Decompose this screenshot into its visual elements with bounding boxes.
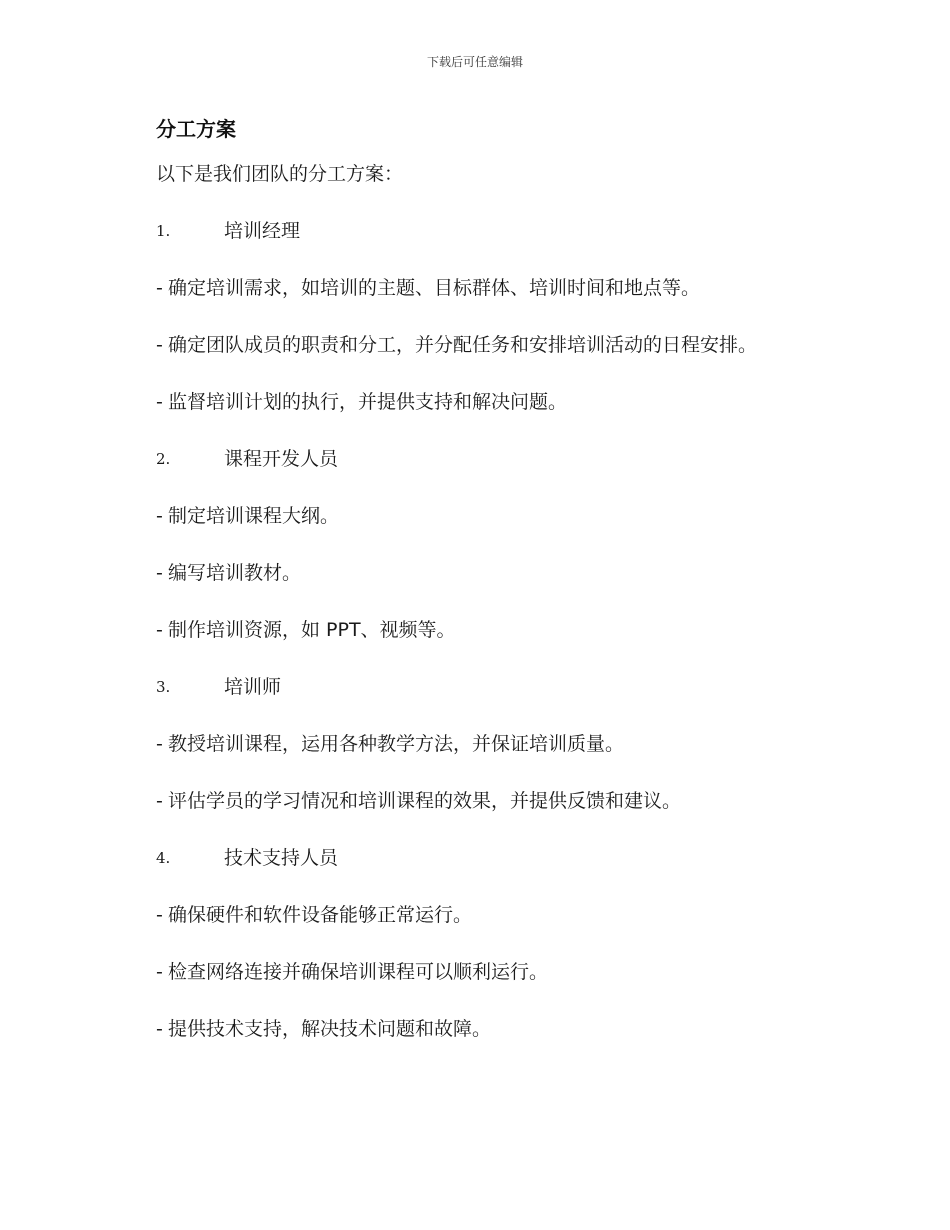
list-item-text: 教授培训课程，运用各种教学方法，并保证培训质量。 (168, 733, 625, 755)
dash-marker: - (156, 505, 163, 527)
page-header: 下载后可任意编辑 (426, 55, 523, 69)
list-item (113, 545, 813, 602)
list-item (113, 944, 813, 1001)
list-item (113, 317, 813, 374)
section-number: 4. (156, 849, 171, 867)
dash-marker: - (156, 619, 163, 641)
section-heading (113, 431, 813, 488)
list-item-text: 检查网络连接并确保培训课程可以顺利运行。 (168, 961, 549, 983)
list-item-text: 编写培训教材。 (168, 562, 302, 584)
intro-paragraph: 以下是我们团队的分工方案： (156, 163, 404, 185)
list-item-text: 提供技术支持，解决技术问题和故障。 (168, 1018, 492, 1040)
list-item-text: 评估学员的学习情况和培训课程的效果，并提供反馈和建议。 (168, 790, 682, 812)
section-title: 课程开发人员 (224, 448, 339, 470)
section-number: 2. (156, 450, 171, 468)
section-number: 3. (156, 678, 171, 696)
list-item-text: 确定团队成员的职责和分工，并分配任务和安排培训活动的日程安排。 (168, 334, 758, 356)
list-item-text: 确保硬件和软件设备能够正常运行。 (168, 904, 473, 926)
section-heading (113, 659, 813, 716)
list-item-text: 监督培训计划的执行，并提供支持和解决问题。 (168, 391, 568, 413)
section-heading (113, 203, 813, 260)
document-body (113, 112, 813, 1058)
list-item (113, 260, 813, 317)
list-item (113, 374, 813, 431)
list-item (113, 1001, 813, 1058)
list-item-text: 制定培训课程大纲。 (168, 505, 340, 527)
dash-marker: - (156, 904, 163, 926)
section-title: 技术支持人员 (224, 847, 339, 869)
list-item (113, 716, 813, 773)
section-title: 培训师 (224, 676, 282, 698)
section-number: 1. (156, 222, 171, 240)
list-item (113, 488, 813, 545)
dash-marker: - (156, 391, 163, 413)
dash-marker: - (156, 790, 163, 812)
dash-marker: - (156, 334, 163, 356)
dash-marker: - (156, 277, 163, 299)
list-item-text: 确定培训需求，如培训的主题、目标群体、培训时间和地点等。 (168, 277, 701, 299)
list-item (113, 887, 813, 944)
section-heading (113, 830, 813, 887)
section-title: 培训经理 (224, 220, 301, 242)
list-item (113, 602, 813, 659)
list-item-text: 制作培训资源，如 PPT、视频等。 (168, 619, 456, 641)
document-title: 分工方案 (156, 117, 236, 141)
dash-marker: - (156, 961, 163, 983)
dash-marker: - (156, 733, 163, 755)
dash-marker: - (156, 562, 163, 584)
dash-marker: - (156, 1018, 163, 1040)
list-item (113, 773, 813, 830)
